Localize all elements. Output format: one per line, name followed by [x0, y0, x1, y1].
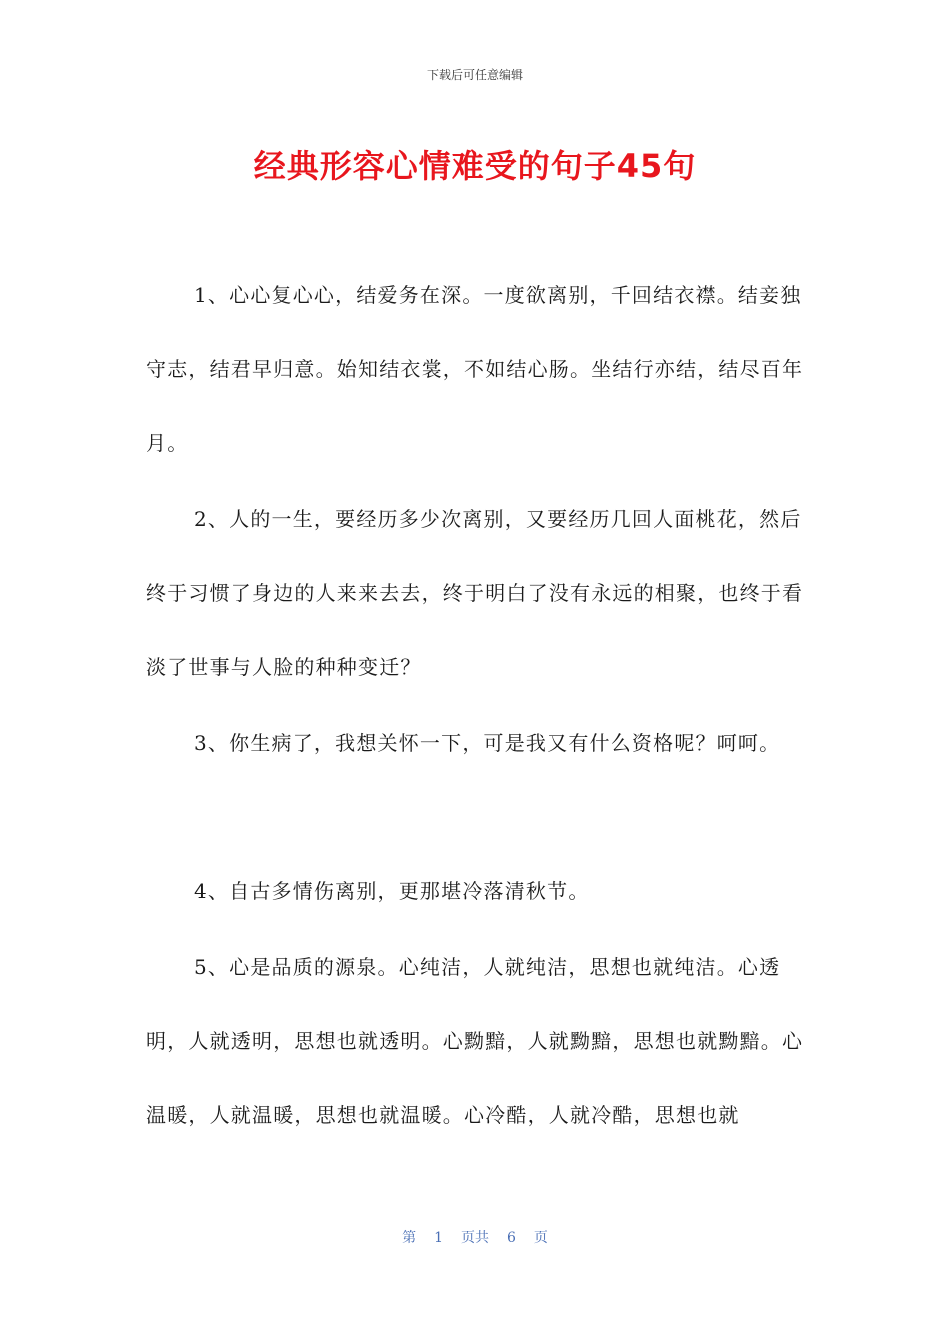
paragraph-1: [146, 258, 816, 480]
paragraph-text: 4、自古多情伤离别，更那堪冷落清秋节。: [194, 879, 590, 903]
page-footer: [0, 1228, 950, 1248]
footer-total-pages: 6: [507, 1230, 516, 1246]
header-note: 下载后可任意编辑: [426, 68, 523, 82]
paragraph-text: 1、心心复心心，结爱务在深。一度欲离别，千回结衣襟。结妾独守志，结君早归意。始知结衣裳，不如结心肠。坐结行亦结，结尽百年月。: [146, 283, 804, 455]
paragraph-text: 3、你生病了，我想关怀一下，可是我又有什么资格呢？呵呵。: [194, 731, 781, 755]
paragraph-text: 2、人的一生，要经历多少次离别，又要经历几回人面桃花，然后终于习惯了身边的人来来去去，终于明白了没有永远的相聚，也终于看淡了世事与人脸的种种变迁？: [146, 507, 804, 679]
paragraph-5: [146, 930, 816, 1152]
footer-mid: 页共: [461, 1230, 489, 1246]
document-title: 经典形容心情难受的句子45句: [253, 147, 697, 185]
footer-suffix: 页: [533, 1230, 548, 1246]
paragraph-2: [146, 482, 816, 704]
paragraph-text: 5、心是品质的源泉。心纯洁，人就纯洁，思想也就纯洁。心透明，人就透明，思想也就透明。心黝黯，人就黝黯，思想也就黝黯。心温暖，人就温暖，思想也就温暖。心冷酷，人就冷酷，思想也就: [146, 955, 804, 1127]
footer-current-page: 1: [434, 1230, 443, 1246]
footer-prefix: 第: [402, 1230, 417, 1246]
paragraph-4: [146, 854, 816, 928]
paragraph-3: [146, 706, 816, 780]
